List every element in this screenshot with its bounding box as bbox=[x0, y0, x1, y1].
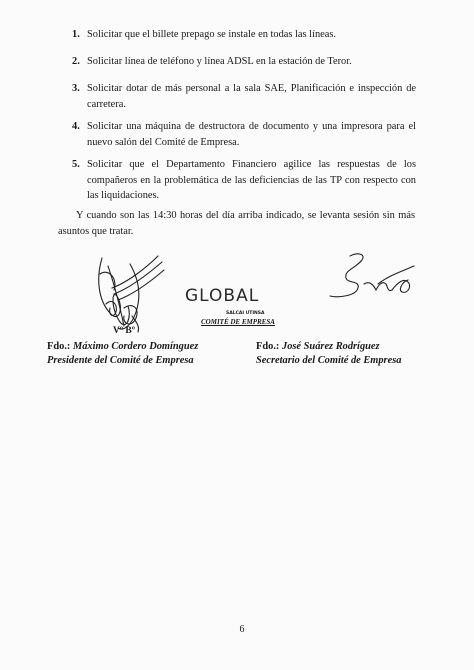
list-item bbox=[74, 119, 416, 150]
closing-paragraph bbox=[58, 208, 415, 239]
list-item bbox=[74, 54, 416, 70]
secretary-signature-block bbox=[256, 340, 401, 367]
item-number: 1. bbox=[72, 29, 80, 40]
item-text: Solicitar línea de teléfono y línea ADSL en la estación de Teror. bbox=[87, 56, 352, 67]
president-signature bbox=[88, 238, 178, 338]
list-item bbox=[74, 81, 416, 112]
item-number: 3. bbox=[72, 83, 80, 94]
signature-label: Fdo.: bbox=[256, 341, 280, 352]
item-text: Solicitar que el Departamento Financiero agilice las respuestas de los compañeros en la problemática de las deficiencias de las TP con respecto con las liquidaciones. bbox=[87, 159, 416, 201]
page-number: 6 bbox=[239, 624, 245, 635]
closing-text: Y cuando son las 14:30 horas del día arriba indicado, se levanta sesión sin más asuntos que tratar. bbox=[58, 210, 415, 237]
president-name: Máximo Cordero Domínguez bbox=[73, 341, 199, 352]
secretary-role: Secretario del Comité de Empresa bbox=[256, 354, 402, 366]
item-number: 5. bbox=[72, 159, 80, 170]
item-text: Solicitar una máquina de destructora de documento y una impresora para el nuevo salón del Comité de Empresa. bbox=[87, 121, 416, 148]
stamp-main-text: GLOBAL bbox=[185, 286, 260, 306]
item-number: 2. bbox=[72, 56, 80, 67]
list-item bbox=[74, 27, 416, 43]
item-text: Solicitar dotar de más personal a la sala SAE, Planificación e inspección de carretera. bbox=[87, 83, 416, 110]
president-role: Presidente del Comité de Empresa bbox=[47, 354, 194, 366]
item-number: 4. bbox=[72, 121, 80, 132]
stamp-committee-text: COMITÉ DE EMPRESA bbox=[201, 318, 275, 326]
approval-mark: Vº Bº bbox=[113, 326, 135, 336]
secretary-name: José Suárez Rodríguez bbox=[282, 341, 380, 352]
item-text: Solicitar que el billete prepago se instale en todas las líneas. bbox=[87, 29, 337, 40]
secretary-signature bbox=[318, 246, 438, 306]
president-signature-block bbox=[47, 340, 198, 367]
signature-label: Fdo.: bbox=[47, 341, 71, 352]
company-stamp bbox=[170, 284, 300, 334]
list-item bbox=[74, 157, 416, 204]
stamp-sub-text: SALCAI UTINSA bbox=[226, 311, 265, 316]
